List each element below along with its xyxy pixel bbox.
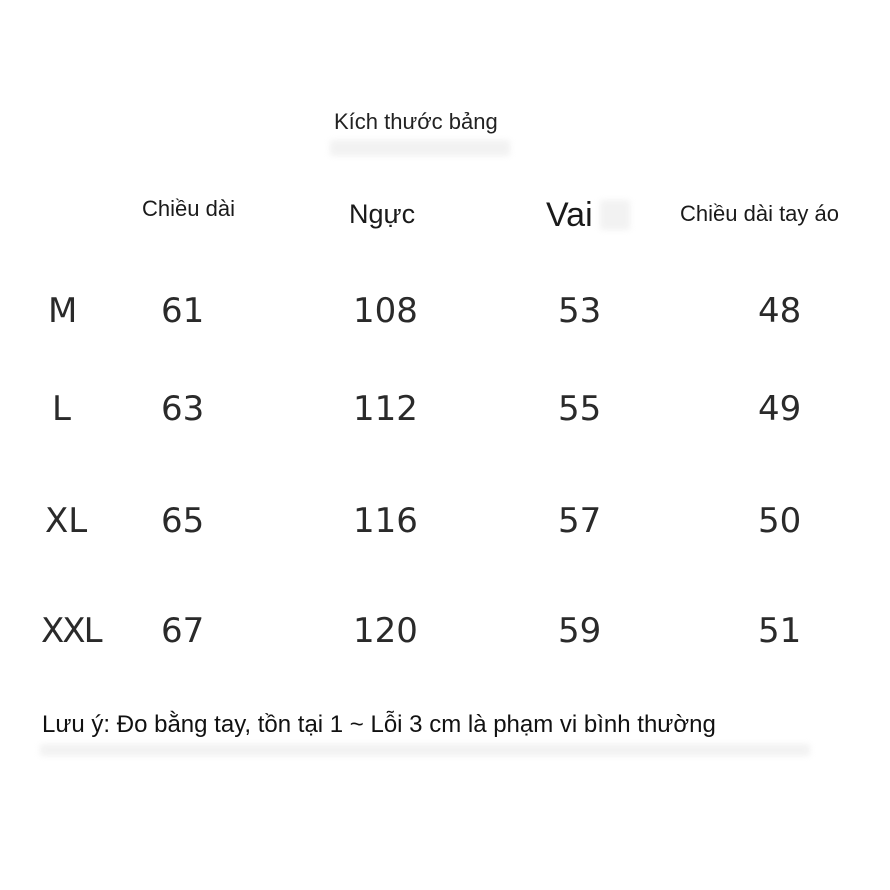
header-length: Chiều dài bbox=[142, 196, 235, 221]
sleeve-cell: 48 bbox=[758, 291, 802, 331]
header-chest: Ngực bbox=[349, 199, 416, 229]
chest-cell: 108 bbox=[353, 291, 418, 331]
sleeve-cell: 50 bbox=[758, 501, 802, 541]
header-sleeve-length: Chiều dài tay áo bbox=[680, 201, 839, 226]
measurement-note: Lưu ý: Đo bằng tay, tồn tại 1 ~ Lỗi 3 cm là phạm vi bình thường bbox=[42, 711, 716, 738]
size-cell: M bbox=[48, 291, 78, 331]
length-cell: 63 bbox=[161, 389, 205, 429]
length-cell: 67 bbox=[161, 611, 205, 651]
ghost-smudge-shoulder bbox=[600, 200, 630, 230]
shoulder-cell: 55 bbox=[558, 389, 602, 429]
table-title: Kích thước bảng bbox=[334, 109, 498, 134]
ghost-smudge-title bbox=[330, 140, 510, 156]
header-shoulder: Vai bbox=[546, 196, 593, 234]
size-cell: XL bbox=[45, 501, 88, 541]
shoulder-cell: 57 bbox=[558, 501, 602, 541]
size-cell: XXL bbox=[41, 611, 101, 651]
ghost-smudge-note bbox=[40, 744, 810, 756]
sleeve-cell: 49 bbox=[758, 389, 802, 429]
size-cell: L bbox=[52, 389, 71, 429]
shoulder-cell: 59 bbox=[558, 611, 602, 651]
sleeve-cell: 51 bbox=[758, 611, 802, 651]
shoulder-cell: 53 bbox=[558, 291, 602, 331]
length-cell: 65 bbox=[161, 501, 205, 541]
length-cell: 61 bbox=[161, 291, 205, 331]
chest-cell: 120 bbox=[353, 611, 418, 651]
chest-cell: 112 bbox=[353, 389, 418, 429]
chest-cell: 116 bbox=[353, 501, 418, 541]
